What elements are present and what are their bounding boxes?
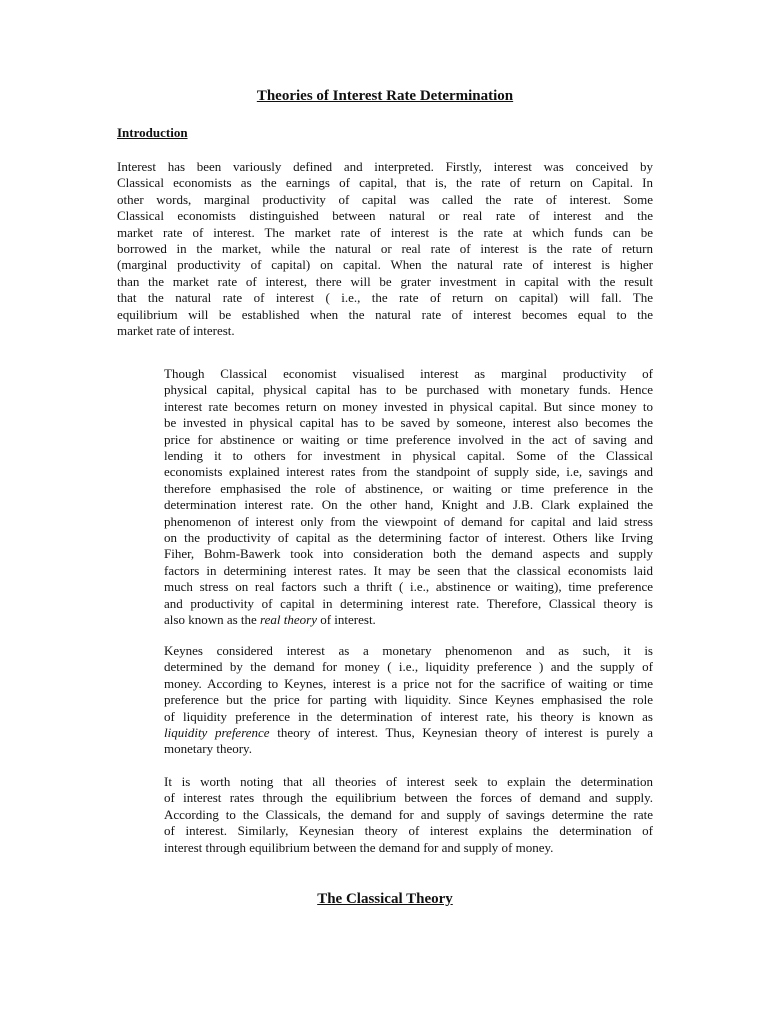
text-line: Classical economists distinguished between natural or real rate of interest and the — [117, 208, 653, 224]
text-line: much stress on real factors such a thrift ( i.e., abstinence or waiting), time preference — [164, 579, 653, 595]
text-line: therefore emphasised the role of abstinence, or waiting or time preference in the — [164, 480, 653, 496]
text-line: phenomenon of interest only from the viewpoint of demand for capital and laid stress — [164, 513, 653, 529]
italic-term-real-theory: real theory — [260, 612, 317, 628]
text-line: market rate of interest. — [117, 323, 235, 339]
text-line: Keynes considered interest as a monetary phenomenon and as such, it is — [164, 643, 653, 658]
text-fragment: also known as the — [164, 612, 261, 628]
section-heading-introduction: Introduction — [117, 125, 188, 140]
text-line: According to the Classicals, the demand for and supply of savings determine the rate — [164, 806, 653, 822]
text-line: (marginal productivity of capital) on capital. When the natural rate of interest is higher — [117, 257, 653, 273]
paragraph-1 — [117, 159, 653, 339]
paragraph-3 — [117, 643, 653, 758]
text-line: determined by the demand for money ( i.e., liquidity preference ) and the supply of — [164, 659, 653, 675]
text-fragment: of interest. — [316, 612, 376, 628]
text-line — [117, 725, 653, 741]
text-line: Fiher, Bohm-Bawerk took into consideration both the demand aspects and supply — [164, 546, 653, 562]
text-line: Though Classical economist visualised interest as marginal productivity of — [164, 366, 653, 381]
text-line — [117, 612, 653, 628]
section-title-classical-theory: The Classical Theory — [317, 891, 453, 907]
text-line: market rate of interest. The market rate of interest is the rate at which funds can be — [117, 224, 653, 240]
text-line: of interest. Similarly, Keynesian theory of interest explains the determination of — [164, 823, 653, 839]
text-line: price for abstinence or waiting or time preference involved in the act of saving and — [164, 431, 653, 447]
text-line: borrowed in the market, while the natural or real rate of interest is the rate of return — [117, 241, 653, 257]
text-line: determination interest rate. On the other hand, Knight and J.B. Clark explained the — [164, 497, 653, 513]
text-line: monetary theory. — [164, 741, 252, 757]
text-line: that the natural rate of interest ( i.e., the rate of return on capital) will fall. The — [117, 290, 653, 306]
text-line: of liquidity preference in the determination of interest rate, his theory is known as — [164, 708, 653, 724]
text-line: interest rate becomes return on money invested in physical capital. But since money to — [164, 398, 653, 414]
text-line: other words, marginal productivity of capital was called the rate of interest. Some — [117, 191, 653, 207]
document-title: Theories of Interest Rate Determination — [256, 88, 514, 104]
text-line: than the market rate of interest, there will be grater investment in capital with the result — [117, 273, 653, 289]
text-line: equilibrium will be established when the natural rate of interest becomes equal to the — [117, 306, 653, 322]
text-line: interest through equilibrium between the demand for and supply of money. — [164, 839, 554, 855]
text-line: be invested in physical capital has to be saved by someone, interest also becomes the — [164, 415, 653, 431]
text-line: Interest has been variously defined and interpreted. Firstly, interest was conceived by — [117, 159, 653, 174]
text-line: preference but the price for parting with liquidity. Since Keynes emphasised the role — [164, 692, 653, 708]
text-line: economists explained interest rates from the standpoint of supply side, i.e, savings and — [164, 464, 653, 480]
text-line: lending it to others for investment in physical capital. Some of the Classical — [164, 448, 653, 464]
text-line: physical capital, physical capital has to be purchased with monetary funds. Hence — [164, 382, 653, 398]
text-line: Classical economists as the earnings of capital, that is, the rate of return on Capital. In — [117, 175, 653, 191]
paragraph-2 — [117, 366, 653, 629]
text-fragment: theory of interest. Thus, Keynesian theory of interest is purely a — [269, 725, 653, 741]
text-line: It is worth noting that all theories of interest seek to explain the determination — [164, 774, 653, 789]
text-line: on the productivity of capital as the determining factor of interest. Others like Irving — [164, 530, 653, 546]
text-line: money. According to Keynes, interest is a price not for the sacrifice of waiting or time — [164, 675, 653, 691]
text-line: and productivity of capital in determining interest rate. Therefore, Classical theory is — [164, 595, 653, 611]
paragraph-4 — [117, 774, 653, 856]
text-line: factors in determining interest rates. It may be seen that the classical economists laid — [164, 562, 653, 578]
text-line: of interest rates through the equilibrium between the forces of demand and supply. — [164, 790, 653, 806]
italic-term-liquidity-preference: liquidity preference — [164, 725, 270, 741]
document-page — [117, 0, 653, 1024]
